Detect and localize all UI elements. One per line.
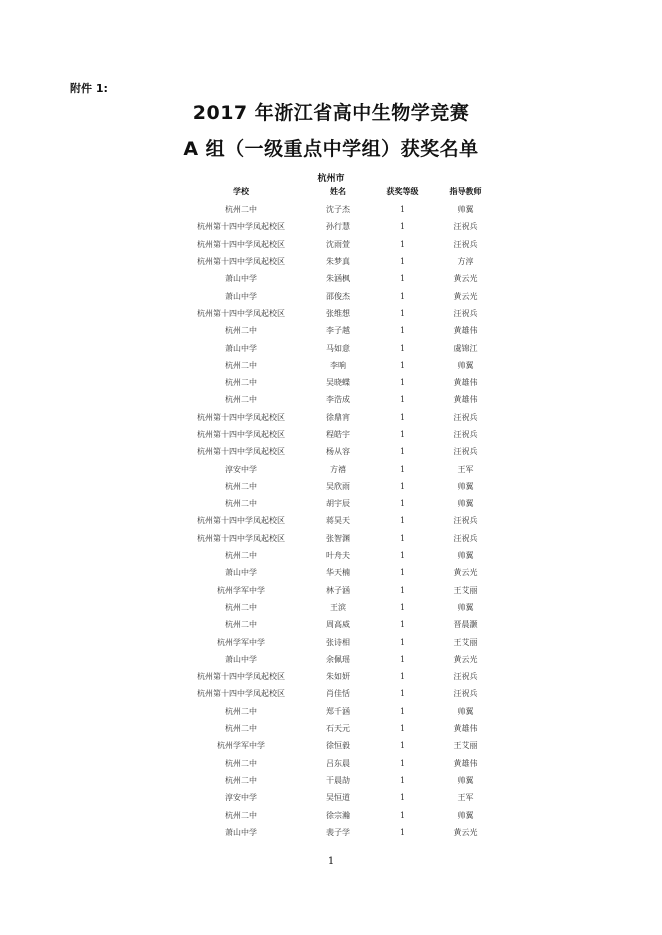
cell-student-name: 张诗相 — [326, 637, 350, 647]
cell-award-level: 1 — [399, 274, 406, 284]
cell-school: 杭州第十四中学凤起校区 — [197, 689, 285, 699]
cell-teacher: 黄雄伟 — [453, 724, 478, 734]
cell-student-name: 干晨劼 — [326, 775, 350, 785]
table-row — [177, 287, 497, 304]
cell-award-level: 1 — [399, 205, 406, 215]
cell-student-name: 郑千涵 — [326, 706, 350, 716]
cell-teacher: 王艾丽 — [453, 585, 478, 595]
table-row — [177, 599, 497, 616]
cell-award-level: 1 — [399, 724, 406, 734]
header-teacher: 指导教师 — [449, 187, 482, 196]
cell-award-level: 1 — [399, 395, 406, 405]
cell-school: 萧山中学 — [225, 291, 257, 301]
cell-school: 萧山中学 — [225, 654, 257, 664]
cell-student-name: 邵俊杰 — [326, 291, 350, 301]
cell-school: 杭州二中 — [225, 360, 257, 370]
cell-school: 杭州第十四中学凤起校区 — [197, 412, 285, 422]
table-row — [177, 339, 497, 356]
table-row — [177, 478, 497, 495]
cell-student-name: 吕东晨 — [326, 758, 350, 768]
cell-student-name: 李响 — [330, 360, 346, 370]
cell-teacher: 帅翼 — [457, 205, 474, 215]
cell-award-level: 1 — [399, 481, 406, 491]
table-row — [177, 305, 497, 322]
cell-student-name: 沈雨萱 — [326, 239, 350, 249]
cell-school: 杭州第十四中学凤起校区 — [197, 257, 285, 267]
cell-student-name: 徐鼎宵 — [326, 412, 350, 422]
cell-award-level: 1 — [399, 430, 406, 439]
cell-teacher: 帅翼 — [457, 775, 474, 785]
cell-teacher: 黄云光 — [453, 274, 478, 284]
cell-student-name: 叶舟夫 — [326, 551, 350, 561]
cell-student-name: 胡宇辰 — [326, 499, 350, 509]
cell-school: 杭州第十四中学凤起校区 — [197, 430, 285, 439]
table-row — [177, 616, 497, 633]
cell-school: 杭州二中 — [225, 205, 257, 215]
table-row — [177, 547, 497, 564]
table-row — [177, 374, 497, 391]
cell-school: 杭州二中 — [225, 724, 257, 734]
cell-award-level: 1 — [399, 706, 406, 716]
cell-teacher: 王军 — [457, 793, 474, 803]
cell-award-level: 1 — [399, 689, 406, 699]
cell-teacher: 王艾丽 — [453, 741, 478, 751]
cell-award-level: 1 — [399, 412, 406, 422]
cell-student-name: 华天楠 — [326, 568, 350, 578]
cell-teacher: 汪祝兵 — [453, 222, 478, 232]
cell-award-level: 1 — [399, 447, 406, 457]
cell-school: 杭州二中 — [225, 620, 257, 630]
header-name: 姓名 — [330, 187, 346, 196]
table-header-row — [177, 182, 497, 201]
cell-award-level: 1 — [399, 533, 406, 543]
table-body — [177, 201, 497, 841]
header-school: 学校 — [233, 187, 249, 196]
cell-school: 萧山中学 — [225, 827, 257, 837]
cell-teacher: 黄雄伟 — [453, 326, 478, 336]
cell-school: 萧山中学 — [225, 274, 257, 284]
cell-teacher: 帅翼 — [457, 602, 474, 612]
table-row — [177, 357, 497, 374]
cell-teacher: 帅翼 — [457, 810, 474, 820]
cell-school: 杭州学军中学 — [217, 741, 265, 751]
cell-award-level: 1 — [399, 758, 406, 768]
table-row — [177, 633, 497, 650]
cell-student-name: 裴子学 — [326, 827, 350, 837]
table-row — [177, 651, 497, 668]
cell-teacher: 汪祝兵 — [453, 516, 478, 526]
cell-award-level: 1 — [399, 378, 406, 388]
cell-teacher: 帅翼 — [457, 551, 474, 561]
cell-teacher: 黄云光 — [453, 291, 478, 301]
cell-student-name: 张维想 — [326, 308, 350, 318]
cell-award-level: 1 — [399, 499, 406, 509]
table-row — [177, 409, 497, 426]
cell-teacher: 黄云光 — [453, 568, 478, 578]
table-row — [177, 755, 497, 772]
cell-student-name: 徐恒毅 — [326, 741, 350, 751]
cell-student-name: 马如意 — [326, 343, 350, 353]
cell-student-name: 朱梦真 — [326, 257, 350, 267]
cell-school: 杭州学军中学 — [217, 585, 265, 595]
cell-award-level: 1 — [399, 585, 406, 595]
cell-teacher: 王军 — [457, 464, 474, 474]
cell-student-name: 吴欣雨 — [326, 481, 350, 491]
cell-award-level: 1 — [399, 516, 406, 526]
cell-school: 杭州二中 — [225, 481, 257, 491]
cell-school: 萧山中学 — [225, 343, 257, 353]
cell-student-name: 徐宗瀚 — [326, 810, 350, 820]
table-row — [177, 530, 497, 547]
table-row — [177, 512, 497, 529]
cell-teacher: 汪祝兵 — [453, 672, 478, 682]
cell-student-name: 程皓宇 — [326, 430, 350, 439]
table-row — [177, 253, 497, 270]
cell-award-level: 1 — [399, 464, 406, 474]
table-row — [177, 322, 497, 339]
cell-award-level: 1 — [399, 326, 406, 336]
table-row — [177, 426, 497, 443]
table-row — [177, 685, 497, 702]
cell-school: 杭州二中 — [225, 378, 257, 388]
cell-teacher: 汪祝兵 — [453, 412, 478, 422]
cell-award-level: 1 — [399, 620, 406, 630]
table-row — [177, 460, 497, 477]
cell-student-name: 杨从容 — [326, 447, 350, 457]
cell-school: 杭州第十四中学凤起校区 — [197, 516, 285, 526]
cell-student-name: 李浩成 — [326, 395, 350, 405]
cell-award-level: 1 — [399, 551, 406, 561]
cell-school: 杭州二中 — [225, 551, 257, 561]
cell-student-name: 王滨 — [330, 602, 346, 612]
table-row — [177, 270, 497, 287]
cell-award-level: 1 — [399, 793, 406, 803]
cell-teacher: 黄云光 — [453, 654, 478, 664]
cell-teacher: 晋晨灏 — [453, 620, 478, 630]
cell-school: 杭州二中 — [225, 326, 257, 336]
cell-teacher: 方淳 — [457, 257, 474, 267]
table-row — [177, 391, 497, 408]
table-row — [177, 668, 497, 685]
cell-student-name: 朱涵枫 — [326, 274, 350, 284]
cell-teacher: 汪祝兵 — [453, 689, 478, 699]
cell-teacher: 虞锦江 — [453, 343, 478, 353]
table-row — [177, 564, 497, 581]
cell-school: 杭州二中 — [225, 395, 257, 405]
header-award-level: 获奖等级 — [386, 187, 419, 196]
city-heading: 杭州市 — [317, 174, 345, 184]
cell-award-level: 1 — [399, 602, 406, 612]
table-row — [177, 772, 497, 789]
cell-teacher: 帅翼 — [457, 481, 474, 491]
document-subtitle: A 组（一级重点中学组）获奖名单 — [183, 138, 479, 160]
cell-school: 杭州第十四中学凤起校区 — [197, 447, 285, 457]
cell-teacher: 汪祝兵 — [453, 308, 478, 318]
cell-student-name: 吴恒道 — [326, 793, 350, 803]
cell-school: 杭州二中 — [225, 775, 257, 785]
cell-teacher: 帅翼 — [457, 360, 474, 370]
table-row — [177, 737, 497, 754]
cell-student-name: 余佩瑶 — [326, 654, 350, 664]
cell-award-level: 1 — [399, 827, 406, 837]
page-number: 1 — [327, 856, 335, 867]
cell-teacher: 黄雄伟 — [453, 378, 478, 388]
table-row — [177, 824, 497, 841]
cell-teacher: 帅翼 — [457, 706, 474, 716]
cell-school: 杭州二中 — [225, 499, 257, 509]
cell-award-level: 1 — [399, 654, 406, 664]
cell-student-name: 周高威 — [326, 620, 350, 630]
table-row — [177, 201, 497, 218]
cell-school: 萧山中学 — [225, 568, 257, 578]
cell-teacher: 汪祝兵 — [453, 430, 478, 439]
cell-school: 淳安中学 — [225, 793, 257, 803]
cell-award-level: 1 — [399, 343, 406, 353]
cell-school: 杭州二中 — [225, 706, 257, 716]
document-title: 2017 年浙江省高中生物学竞赛 — [192, 102, 470, 124]
cell-award-level: 1 — [399, 257, 406, 267]
cell-award-level: 1 — [399, 775, 406, 785]
table-row — [177, 789, 497, 806]
table-row — [177, 443, 497, 460]
cell-school: 杭州第十四中学凤起校区 — [197, 308, 285, 318]
cell-school: 杭州二中 — [225, 810, 257, 820]
cell-student-name: 朱如妍 — [326, 672, 350, 682]
cell-student-name: 石天元 — [326, 724, 350, 734]
cell-teacher: 汪祝兵 — [453, 533, 478, 543]
cell-student-name: 蒋昊天 — [326, 516, 350, 526]
cell-teacher: 汪祝兵 — [453, 447, 478, 457]
cell-award-level: 1 — [399, 360, 406, 370]
cell-school: 淳安中学 — [225, 464, 257, 474]
cell-school: 杭州第十四中学凤起校区 — [197, 222, 285, 232]
table-row — [177, 720, 497, 737]
cell-student-name: 孙行慧 — [326, 222, 350, 232]
cell-school: 杭州二中 — [225, 758, 257, 768]
cell-student-name: 张智渊 — [326, 533, 350, 543]
table-row — [177, 495, 497, 512]
cell-student-name: 方禧 — [330, 464, 346, 474]
cell-school: 杭州第十四中学凤起校区 — [197, 239, 285, 249]
cell-teacher: 王艾丽 — [453, 637, 478, 647]
cell-school: 杭州二中 — [225, 602, 257, 612]
cell-student-name: 李子越 — [326, 326, 350, 336]
table-row — [177, 806, 497, 823]
table-row — [177, 703, 497, 720]
cell-award-level: 1 — [399, 291, 406, 301]
cell-award-level: 1 — [399, 222, 406, 232]
cell-award-level: 1 — [399, 308, 406, 318]
cell-student-name: 林子涵 — [326, 585, 350, 595]
cell-award-level: 1 — [399, 741, 406, 751]
cell-school: 杭州第十四中学凤起校区 — [197, 533, 285, 543]
cell-award-level: 1 — [399, 239, 406, 249]
cell-student-name: 沈子杰 — [326, 205, 350, 215]
cell-teacher: 帅翼 — [457, 499, 474, 509]
awards-table — [177, 182, 497, 841]
cell-student-name: 肖佳恬 — [326, 689, 350, 699]
cell-award-level: 1 — [399, 568, 406, 578]
table-row — [177, 218, 497, 235]
table-row — [177, 236, 497, 253]
cell-teacher: 黄雄伟 — [453, 395, 478, 405]
cell-teacher: 黄云光 — [453, 827, 478, 837]
cell-award-level: 1 — [399, 672, 406, 682]
cell-school: 杭州第十四中学凤起校区 — [197, 672, 285, 682]
cell-teacher: 黄雄伟 — [453, 758, 478, 768]
table-row — [177, 582, 497, 599]
cell-school: 杭州学军中学 — [217, 637, 265, 647]
attachment-label: 附件 1: — [70, 82, 108, 95]
cell-award-level: 1 — [399, 810, 406, 820]
cell-teacher: 汪祝兵 — [453, 239, 478, 249]
cell-student-name: 吴晓蝶 — [326, 378, 350, 388]
cell-award-level: 1 — [399, 637, 406, 647]
